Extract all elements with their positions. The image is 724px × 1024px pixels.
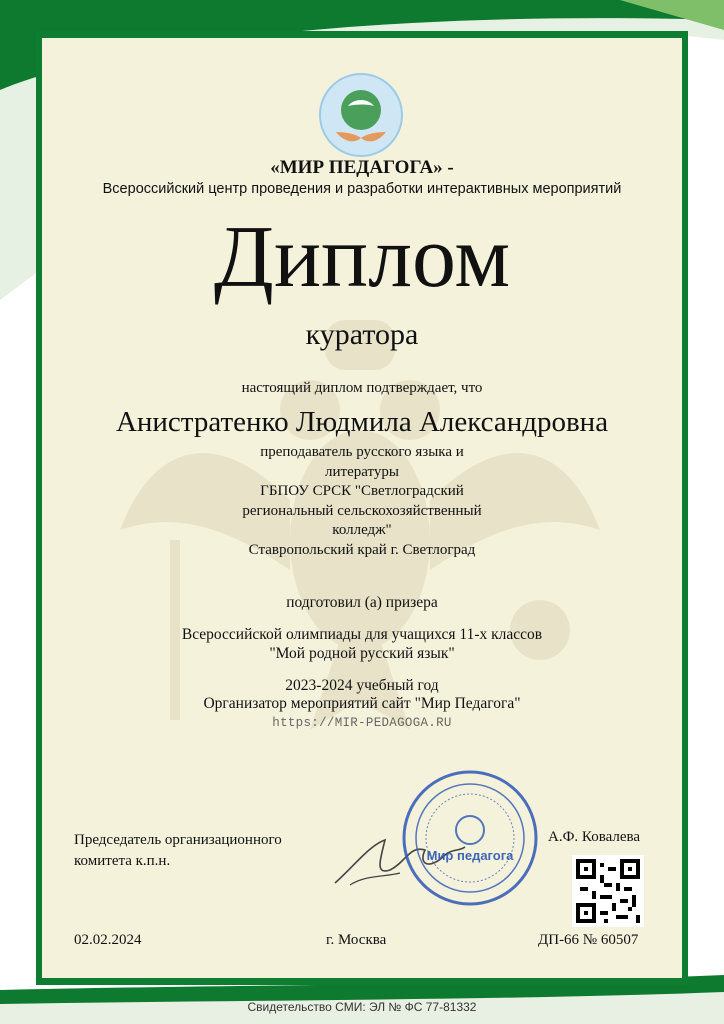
stamp-seal-icon [400,768,540,908]
recipient-details [180,443,544,560]
chair-title [74,830,282,872]
detail-line: преподаватель русского языка и [260,444,464,460]
recipient-name: Анистратенко Людмила Александровна [115,406,609,438]
stamp-text: Мир педагога [426,848,514,863]
brand-title: «МИР ПЕДАГОГА» - [270,157,454,178]
olympiad-name [0,625,724,663]
olympiad-line: "Мой родной русский язык" [269,645,455,662]
detail-line: региональный сельскохозяйственный [242,502,482,519]
stamp [400,768,540,908]
diploma-title: Диплом [213,209,511,306]
chair-line: Председатель организационного [74,832,282,848]
qr-code[interactable] [572,855,644,927]
detail-line: ГБПОУ СРСК "Светлоградский [260,483,464,499]
detail-line: Ставропольский край г. Светлоград [248,541,476,558]
issue-city: г. Москва [326,932,387,948]
signer-name: А.Ф. Ковалева [548,829,641,845]
document-number: ДП-66 № 60507 [538,932,639,948]
olympiad-line: Всероссийской олимпиады для учащихся 11-х классов [181,626,543,643]
website-link[interactable]: https://MIR-PEDAGOGA.RU [272,716,452,730]
organization-subtitle: Всероссийский центр проведения и разработки интерактивных мероприятий [102,181,622,197]
organizer: Организатор мероприятий сайт "Мир Педагога" [203,695,521,712]
prepared-text: подготовил (а) призера [286,594,438,611]
mir-pedagoga-logo [318,72,404,158]
confirm-text: настоящий диплом подтверждает, что [241,380,483,396]
diploma-kind: куратора [305,318,419,351]
detail-line: литературы [325,463,399,480]
qr-code-icon [576,859,640,923]
issue-date: 02.02.2024 [74,932,142,948]
chair-line: комитета к.п.н. [74,853,171,869]
detail-line: колледж" [332,522,392,538]
academic-year: 2023-2024 учебный год [285,677,439,694]
media-registration-footer: Свидетельство СМИ: ЭЛ № ФС 77-81332 [247,1000,477,1014]
